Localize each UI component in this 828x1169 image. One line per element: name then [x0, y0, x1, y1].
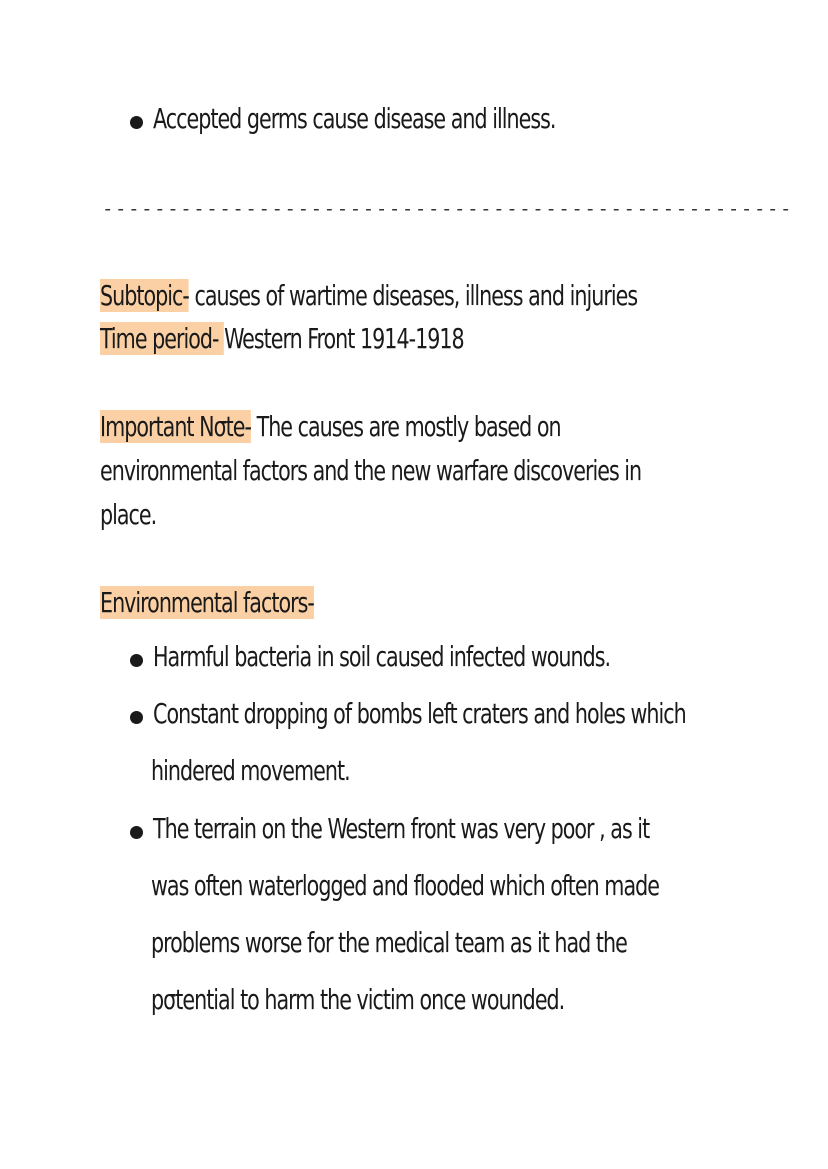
env-bullet-3-line4: pσtential to harm the victim once wounded. [151, 983, 565, 1016]
environmental-heading-line [100, 586, 314, 619]
env-bullet-1-line1: Harmful bacteria in soil caused infected wounds. [153, 640, 611, 673]
env-bullet-2-line1: Constant dropping of bombs left craters and holes which [153, 697, 686, 730]
subtopic-label: Subtopic- [100, 279, 189, 312]
bullet-dot [130, 654, 143, 667]
intro-bullet-text: Accepted germs cause disease and illness. [153, 102, 556, 135]
important-note-line3: place. [100, 498, 157, 531]
intro-bullet [130, 102, 644, 135]
important-note-label: Important Nσte- [100, 410, 251, 443]
env-bullet-3-line1: The terrain on the Western front was very poor , as it [153, 812, 650, 845]
env-bullet-3-line3: problems worse for the medical team as it had the [151, 926, 627, 959]
env-bullet-2 [130, 697, 803, 730]
subtopic-line [100, 279, 637, 312]
env-bullet-3 [130, 812, 758, 845]
important-note-text1: The causes are mostly based on [250, 410, 561, 443]
important-note-line1 [100, 410, 561, 443]
dashed-divider: ----------------------------------------------------- [102, 198, 794, 220]
bullet-dot [130, 116, 143, 129]
env-bullet-3-line2: was often waterlogged and flooded which often made [151, 869, 659, 902]
env-bullet-2-line2: hindered movement. [151, 754, 350, 787]
env-bullet-1 [130, 640, 710, 673]
important-note-line2: environmental factors and the new warfare discoveries in [100, 454, 642, 487]
bullet-dot [130, 711, 143, 724]
time-period-line [100, 322, 464, 355]
subtopic-text: causes of wartime diseases, illness and injuries [188, 279, 638, 312]
bullet-dot [130, 826, 143, 839]
environmental-heading: Environmental factors- [100, 586, 314, 619]
time-period-label: Time period- [100, 322, 225, 355]
time-period-text: Western Front 1914-1918 [224, 322, 464, 355]
